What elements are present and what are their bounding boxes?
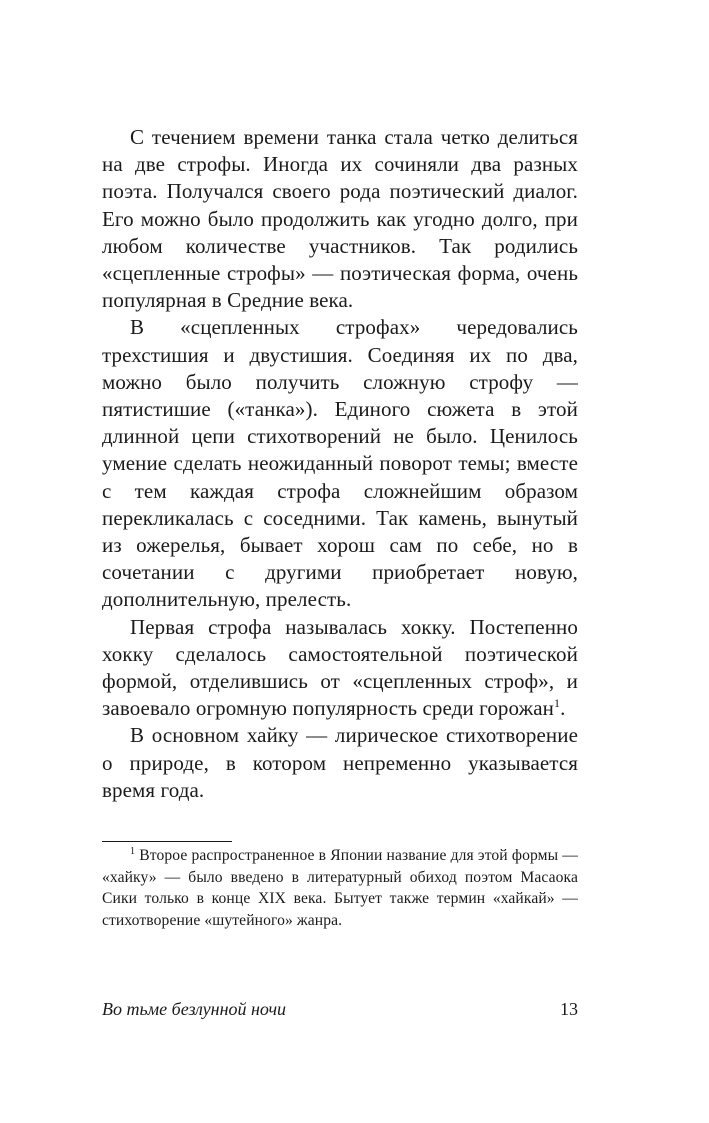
main-text — [102, 124, 578, 804]
paragraph-3-text: Первая строфа называлась хокку. Постепенно хокку сделалось самостоятельной поэтической формой, отделившись от «сцепленных строф», и завоевало огромную популярность среди горожан — [102, 614, 578, 721]
paragraph-4: В основном хайку — лирическое стихотворение о природе, в котором непременно указывается время года. — [102, 723, 578, 802]
paragraph-2: В «сцепленных строфах» чередовались трехстишия и двустишия. Соединяя их по два, можно было получить сложную строфу — пятистишие («танка»). Единого сюжета в этой длинной цепи стихотворений не было. Ценилось умение сделать неожиданный поворот темы; вместе с тем каждая строфа сложнейшим образом перекликалась с соседними. Так камень, вынутый из ожерелья, бывает хорош сам по себе, но в сочетании с другими приобретает новую, дополнительную, прелесть. — [102, 315, 578, 612]
running-title: Во тьме безлунной ночи — [102, 999, 287, 1019]
paragraph-1: С течением времени танка стала четко делиться на две строфы. Иногда их сочиняли два разных поэта. Получался своего рода поэтический диалог. Его можно было продолжить как угодно долго, при любом количестве участников. Так родились «сцепленные строфы» — поэтическая форма, очень популярная в Средние века. — [102, 125, 578, 313]
footnote — [102, 845, 578, 931]
footnote-text: Второе распространенное в Японии название для этой формы — «хайку» — было введено в литературный обиход поэтом Масаока Сики только в конце XIX века. Бытует также термин «хайкай» — стихотворение «шутейного» жанра. — [102, 847, 578, 929]
page-number: 13 — [560, 999, 578, 1019]
footnote-divider — [102, 841, 232, 842]
footnote-marker: 1 — [130, 846, 136, 857]
paragraph-3: Первая строфа называлась хокку. Постепенно хокку сделалось самостоятельной поэтической формой, отделившись от «сцепленных строф», и завоевало огромную популярность среди горожан$^1$. — [102, 614, 578, 721]
footnote-reference[interactable]: 1 — [553, 696, 561, 711]
